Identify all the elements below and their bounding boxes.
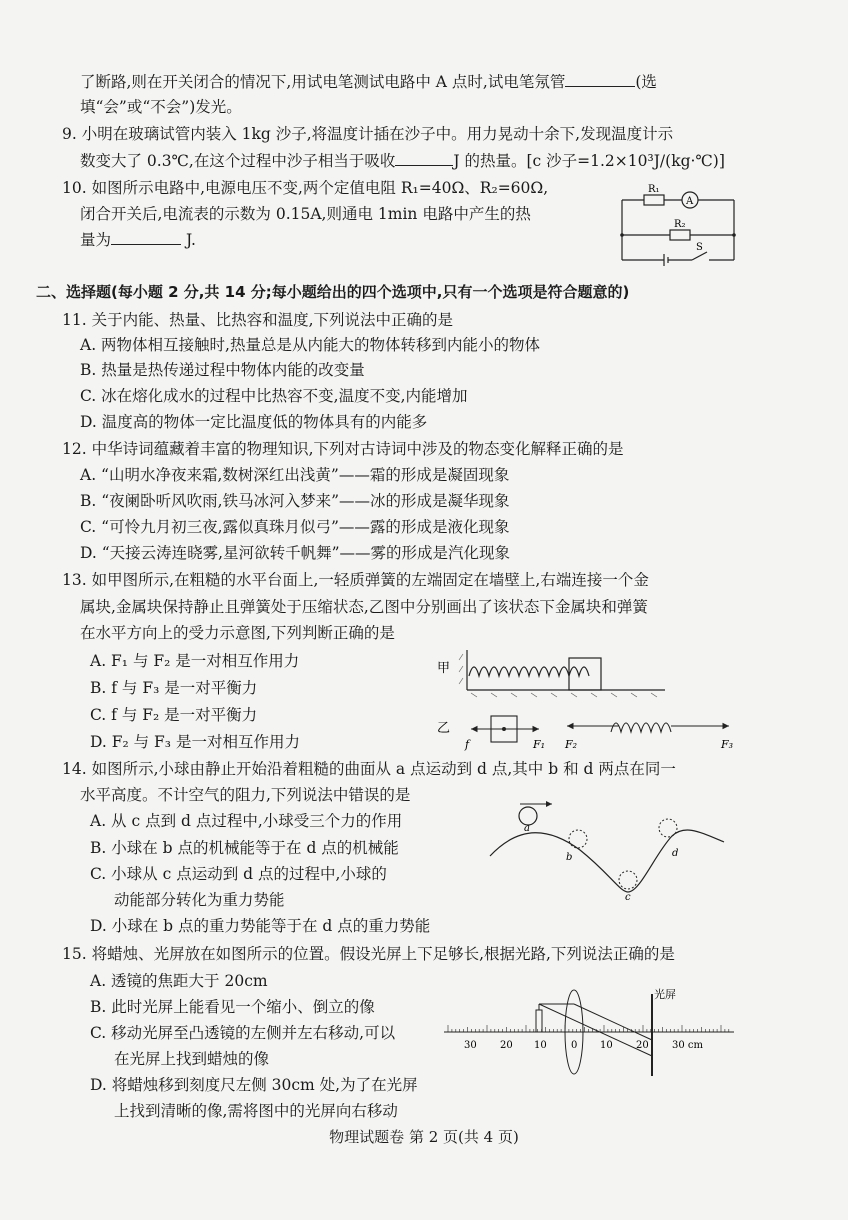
q10-line1: 10. 如图所示电路中,电源电压不变,两个定值电阻 R₁=40Ω、R₂=60Ω, <box>62 179 549 197</box>
q14-stem-line1: 14. 如图所示,小球由静止开始沿着粗糙的曲面从 a 点运动到 d 点,其中 b 和 d 两点在同一 <box>62 760 676 778</box>
q8-text: 了断路,则在开关闭合的情况下,用试电笔测试电路中 A 点时,试电笔氖管 <box>80 73 566 91</box>
q13-f2-label: F₂ <box>565 738 578 751</box>
q15-ruler-ticks <box>448 1025 729 1032</box>
q15-tick-label: 30 <box>464 1040 477 1051</box>
q8-line2: 填“会”或“不会”)发光。 <box>80 98 242 116</box>
q12-option-c[interactable]: C. “可怜九月初三夜,露似真珠月似弓”——露的形成是液化现象 <box>80 518 510 536</box>
q14-label-a: a <box>524 823 530 834</box>
q11-stem: 11. 关于内能、热量、比热容和温度,下列说法中正确的是 <box>62 311 454 329</box>
q10-answer-blank[interactable] <box>111 230 181 245</box>
q15-ray-refracted <box>574 1004 652 1040</box>
q13-figure-yi <box>435 708 745 752</box>
q15-tick-label: 10 <box>600 1040 613 1051</box>
q12-option-d[interactable]: D. “天接云涛连晓雾,星河欲转千帆舞”——雾的形成是汽化现象 <box>80 544 511 562</box>
q14-label-b: b <box>566 852 573 863</box>
q10-text-tail: J. <box>185 231 196 249</box>
q14-curve-figure <box>480 794 730 904</box>
q15-option-b[interactable]: B. 此时光屏上能看见一个缩小、倒立的像 <box>90 998 375 1016</box>
q15-tick-label: 0 <box>571 1040 578 1051</box>
q15-option-a[interactable]: A. 透镜的焦距大于 20cm <box>90 972 268 990</box>
q14-curved-surface <box>490 830 724 892</box>
q13-option-b[interactable]: B. f 与 F₃ 是一对平衡力 <box>90 679 258 697</box>
q13-f-label: f <box>465 738 470 751</box>
q14-stem-line2: 水平高度。不计空气的阻力,下列说法中错误的是 <box>80 786 411 804</box>
q10-switch-label: S <box>696 242 703 253</box>
q15-candle <box>536 1010 542 1032</box>
q13-stem-line2: 属块,金属块保持静止且弹簧处于压缩状态,乙图中分别画出了该状态下金属块和弹簧 <box>80 598 648 616</box>
q9-text-tail: J 的热量。[c 沙子=1.2×10³J/(kg·℃)] <box>453 152 725 170</box>
q15-stem: 15. 将蜡烛、光屏放在如图所示的位置。假设光屏上下足够长,根据光路,下列说法正确的是 <box>62 945 675 963</box>
q10-switch <box>692 252 707 260</box>
q13-stem-line1: 13. 如甲图所示,在粗糙的水平台面上,一轻质弹簧的左端固定在墙壁上,右端连接一个金 <box>62 571 649 589</box>
q13-metal-block <box>569 658 601 690</box>
q15-optics-figure <box>440 984 740 1084</box>
q10-r2-label: R₂ <box>674 219 686 230</box>
q13-option-a[interactable]: A. F₁ 与 F₂ 是一对相互作用力 <box>90 652 300 670</box>
q8-line1 <box>80 72 657 92</box>
q14-label-c: c <box>625 892 631 903</box>
q10-r1-resistor <box>644 195 664 205</box>
q9-text: 数变大了 0.3℃,在这个过程中沙子相当于吸收 <box>80 152 396 170</box>
q12-stem: 12. 中华诗词蕴藏着丰富的物理知识,下列对古诗词中涉及的物态变化解释正确的是 <box>62 440 624 458</box>
q15-option-d-cont[interactable]: 上找到清晰的像,需将图中的光屏向右移动 <box>114 1102 398 1120</box>
q13-option-d[interactable]: D. F₂ 与 F₃ 是一对相互作用力 <box>90 733 300 751</box>
section2-heading: 二、选择题(每小题 2 分,共 14 分;每小题给出的四个选项中,只有一个选项是符合题意的) <box>36 283 630 301</box>
q14-option-c-cont[interactable]: 动能部分转化为重力势能 <box>114 891 285 909</box>
q10-text: 量为 <box>80 231 112 249</box>
q15-option-c-cont[interactable]: 在光屏上找到蜡烛的像 <box>114 1050 270 1068</box>
q10-r2-resistor <box>670 230 690 240</box>
q11-option-d[interactable]: D. 温度高的物体一定比温度低的物体具有的内能多 <box>80 413 428 431</box>
q13-figure-jia <box>435 640 685 700</box>
q13-f1-label: F₁ <box>533 738 546 751</box>
q13-stem-line3: 在水平方向上的受力示意图,下列判断正确的是 <box>80 624 395 642</box>
q10-ammeter-label: A <box>686 196 694 207</box>
q12-option-a[interactable]: A. “山明水净夜来霜,数树深红出浅黄”——霜的形成是凝固现象 <box>80 466 510 484</box>
q14-option-a[interactable]: A. 从 c 点到 d 点过程中,小球受三个力的作用 <box>90 812 403 830</box>
q13-jia-label: 甲 <box>437 661 451 676</box>
q8-text-tail: (选 <box>635 73 657 91</box>
q15-tick-label: 30 cm <box>672 1040 703 1051</box>
q13-spring <box>469 667 589 676</box>
q9-answer-blank[interactable] <box>395 151 453 166</box>
q13-option-c[interactable]: C. f 与 F₂ 是一对平衡力 <box>90 706 258 724</box>
q10-line2: 闭合开关后,电流表的示数为 0.15A,则通电 1min 电路中产生的热 <box>80 205 531 223</box>
q15-tick-label: 20 <box>500 1040 513 1051</box>
q15-tick-label: 10 <box>534 1040 547 1051</box>
q10-line3 <box>80 230 196 250</box>
q14-label-d: d <box>672 848 679 859</box>
q14-option-b[interactable]: B. 小球在 b 点的机械能等于在 d 点的机械能 <box>90 839 399 857</box>
q13-yi-label: 乙 <box>437 721 451 736</box>
q11-option-c[interactable]: C. 冰在熔化成水的过程中比热容不变,温度不变,内能增加 <box>80 387 468 405</box>
q10-r1-label: R₁ <box>648 184 660 195</box>
q9-line1: 9. 小明在玻璃试管内装入 1kg 沙子,将温度计插在沙子中。用力晃动十余下,发现温度计示 <box>62 125 674 143</box>
q15-option-c[interactable]: C. 移动光屏至凸透镜的左侧并左右移动,可以 <box>90 1024 396 1042</box>
q13-f3-label: F₃ <box>721 738 734 751</box>
q9-line2 <box>80 151 725 171</box>
q15-tick-label: 20 <box>636 1040 649 1051</box>
q10-circuit-diagram <box>612 180 742 272</box>
q14-ball-c <box>619 871 637 889</box>
q14-ball-b <box>569 830 587 848</box>
q11-option-a[interactable]: A. 两物体相互接触时,热量总是从内能大的物体转移到内能小的物体 <box>80 336 540 354</box>
q11-option-b[interactable]: B. 热量是热传递过程中物体内能的改变量 <box>80 361 365 379</box>
page-footer: 物理试题卷 第 2 页(共 4 页) <box>329 1128 519 1146</box>
q12-option-b[interactable]: B. “夜阑卧听风吹雨,铁马冰河入梦来”——冰的形成是凝华现象 <box>80 492 510 510</box>
q14-option-d[interactable]: D. 小球在 b 点的重力势能等于在 d 点的重力势能 <box>90 917 431 935</box>
q14-option-c[interactable]: C. 小球从 c 点运动到 d 点的过程中,小球的 <box>90 865 387 883</box>
q13-spring-freebody <box>611 723 671 732</box>
q8-answer-blank[interactable] <box>565 72 635 87</box>
q15-option-d[interactable]: D. 将蜡烛移到刻度尺左侧 30cm 处,为了在光屏 <box>90 1076 418 1094</box>
q15-screen-label: 光屏 <box>654 988 676 1001</box>
